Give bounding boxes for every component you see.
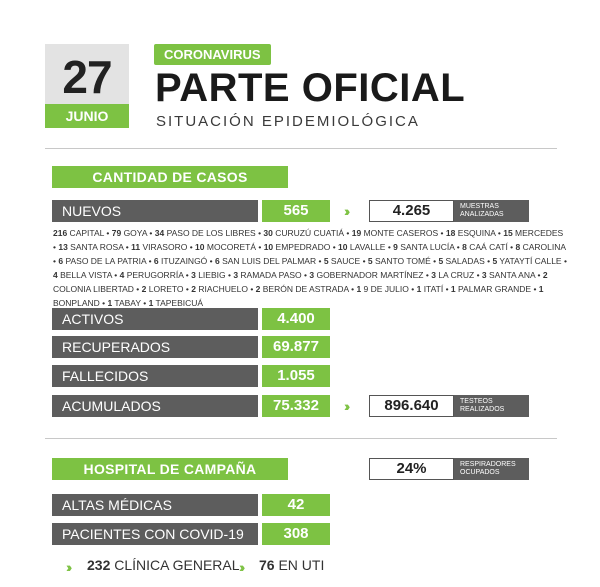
locality-name: CAPITAL [67,228,105,238]
testeos-caption-line2: REALIZADOS [460,406,505,413]
locality-name: ITATÍ [421,284,444,294]
locality-count: 3 [431,270,436,280]
locality-name: BONPLAND [53,298,100,308]
section-title-hospital: HOSPITAL DE CAMPAÑA [52,458,288,480]
locality-count: 1 [148,298,154,308]
locality-count: 15 [503,228,513,238]
locality-name: PASO DE LOS LIBRES [164,228,256,238]
locality-name: BELLA VISTA [57,270,112,280]
locality-item [309,270,423,280]
locality-count: 6 [215,256,220,266]
locality-item [107,298,140,308]
locality-count: 2 [255,284,261,294]
double-chevron-right-icon: ›› [344,398,348,414]
locality-count: 5 [438,256,444,266]
locality-item [338,242,385,252]
locality-name: TAPEBICUÁ [153,298,204,308]
locality-count: 6 [58,256,64,266]
locality-count: 5 [323,256,329,266]
locality-name: LAVALLE [347,242,386,252]
locality-count: 3 [309,270,315,280]
locality-count: 1 [538,284,544,294]
page-subtitle: SITUACIÓN EPIDEMIOLÓGICA [156,113,420,130]
locality-item [195,242,256,252]
activos-value: 4.400 [262,308,330,330]
pacientes-label: PACIENTES CON COVID-19 [52,523,258,545]
locality-item [462,242,508,252]
locality-count: 13 [58,242,68,252]
activos-label: ACTIVOS [52,308,258,330]
locality-name: CURUZÚ CUATIÁ [272,228,345,238]
acumulados-value: 75.332 [262,395,330,417]
double-chevron-right-icon: ›› [344,203,348,219]
respiradores-value: 24% [369,458,454,480]
locality-name: MERCEDES [512,228,564,238]
locality-count: 3 [233,270,239,280]
locality-name: MOCORETÁ [204,242,256,252]
locality-name: GOBERNADOR MARTÍNEZ [314,270,424,280]
date-month: JUNIO [45,104,129,128]
localities-list: 216 CAPITAL • 79 GOYA • 34 PASO DE LOS LIBRES • 30 CURUZÚ CUATIÁ • 19 MONTE CASEROS • 18 ESQUINA • 15 MERCEDES • 13 SANTA ROSA • 11 VIRASORO • 10 MOCORETÁ • 10 EMPEDRADO • 10 LAVALLE • 9 SANTA LUCÍA • 8 CAÁ CATÍ • 8 CAROLINA • 6 PASO DE LA PATRIA • 6 ITUZAINGÓ • 6 SAN LUIS DEL PALMAR • 5 SAUCE • 5 SANTO TOMÉ • 5 SALADAS • 5 YATAYTÍ CALLE • 4 BELLA VISTA • 4 PERUGORRÍA • 3 LIEBIG • 3 RAMADA PASO • 3 GOBERNADOR MARTÍNEZ • 3 LA CRUZ • 3 SANTA ANA • 2 COLONIA LIBERTAD • 2 LORETO • 2 RIACHUELO • 2 BERÓN DE ASTRADA • 1 9 DE JULIO • 1 ITATÍ • 1 PALMAR GRANDE • 1 BONPLAND • 1 TABAY • 1 TAPEBICUÁ [53,228,567,308]
locality-count: 8 [515,242,521,252]
muestras-caption-line2: ANALIZADAS [460,211,504,218]
locality-item [53,270,112,280]
locality-item [352,228,438,238]
locality-item [431,270,474,280]
locality-count: 79 [111,228,122,238]
locality-name: SANTO TOMÉ [372,256,431,266]
locality-item [191,270,226,280]
locality-item [438,256,484,266]
section-title-casos: CANTIDAD DE CASOS [52,166,288,188]
locality-name: PERUGORRÍA [124,270,184,280]
double-chevron-right-icon: ›› [66,559,70,575]
locality-name: 9 DE JULIO [361,284,409,294]
locality-item [233,270,301,280]
locality-count: 2 [141,284,147,294]
muestras-caption-line1: MUESTRAS [460,203,499,210]
locality-count: 1 [107,298,113,308]
testeos-caption [454,395,529,417]
locality-item [154,256,207,266]
locality-item [149,298,204,308]
locality-item [324,256,360,266]
locality-name: MONTE CASEROS [361,228,439,238]
muestras-caption [454,200,529,222]
locality-item [516,242,566,252]
locality-name: BERÓN DE ASTRADA [260,284,349,294]
locality-count: 8 [462,242,467,252]
locality-name: PALMAR GRANDE [455,284,532,294]
locality-name: LIEBIG [195,270,226,280]
locality-count: 4 [119,270,125,280]
respiradores-caption-line2: OCUPADOS [460,469,500,476]
nuevos-label: NUEVOS [52,200,258,222]
locality-count: 1 [356,284,362,294]
locality-item [120,270,184,280]
testeos-caption-line1: TESTEOS [460,398,493,405]
locality-count: 10 [338,242,348,252]
locality-item [492,256,561,266]
locality-count: 3 [481,270,487,280]
locality-item [503,228,563,238]
locality-count: 10 [195,242,205,252]
locality-count: 6 [153,256,159,266]
locality-name: SANTA ROSA [67,242,124,252]
locality-name: SANTA ANA [486,270,536,280]
locality-name: ITUZAINGÓ [158,256,208,266]
locality-name: ESQUINA [455,228,496,238]
locality-name: VIRASORO [140,242,188,252]
locality-count: 5 [492,256,498,266]
locality-count: 19 [351,228,362,238]
clinica-label: CLÍNICA GENERAL [114,557,240,573]
locality-count: 216 [53,228,68,238]
locality-item [356,284,408,294]
locality-name: YATAYTÍ CALLE [497,256,562,266]
locality-item [191,284,248,294]
locality-name: SAN LUIS DEL PALMAR [219,256,317,266]
respiradores-caption-line1: RESPIRADORES [460,461,516,468]
locality-item [58,242,123,252]
locality-name: LA CRUZ [435,270,475,280]
locality-count: 1 [450,284,456,294]
locality-name: GOYA [121,228,148,238]
divider [45,148,557,149]
muestras-value: 4.265 [369,200,454,222]
locality-name: LORETO [146,284,184,294]
locality-count: 9 [393,242,398,252]
locality-count: 30 [263,228,273,238]
locality-item [142,284,184,294]
pacientes-value: 308 [262,523,330,545]
locality-name: TABAY [112,298,141,308]
locality-item [393,242,454,252]
locality-item [368,256,431,266]
locality-item [112,228,147,238]
recuperados-label: RECUPERADOS [52,336,258,358]
locality-name: CAÁ CATÍ [466,242,508,252]
locality-item [58,256,146,266]
locality-item [215,256,316,266]
locality-name: RAMADA PASO [238,270,302,280]
locality-count: 34 [154,228,165,238]
clinica-general [87,557,243,575]
locality-count: 4 [53,270,58,280]
locality-count: 5 [367,256,373,266]
date-badge [45,44,129,128]
clinica-count: 232 [87,557,111,573]
fallecidos-value: 1.055 [262,365,330,387]
locality-count: 2 [191,284,196,294]
altas-value: 42 [262,494,330,516]
locality-count: 10 [263,242,274,252]
locality-item [53,228,104,238]
nuevos-value: 565 [262,200,330,222]
locality-item [446,228,496,238]
acumulados-label: ACUMULADOS [52,395,258,417]
uti-count: 76 [259,557,275,573]
locality-count: 2 [542,270,548,280]
date-day: 27 [62,51,112,103]
locality-item [264,242,331,252]
coronavirus-tag: CORONAVIRUS [154,44,271,65]
en-uti [259,557,324,573]
locality-count: 1 [416,284,422,294]
locality-name: CAROLINA [520,242,566,252]
recuperados-value: 69.877 [262,336,330,358]
locality-item [256,284,349,294]
locality-count: 18 [445,228,456,238]
locality-item [482,270,535,280]
locality-item [451,284,531,294]
locality-name: EMPEDRADO [273,242,331,252]
testeos-value: 896.640 [369,395,454,417]
locality-name: SANTA LUCÍA [397,242,455,252]
locality-item [155,228,256,238]
altas-label: ALTAS MÉDICAS [52,494,258,516]
divider [45,438,557,439]
locality-item [417,284,444,294]
locality-name: RIACHUELO [195,284,248,294]
double-chevron-right-icon: ›› [239,559,243,575]
locality-name: SALADAS [443,256,485,266]
respiradores-caption [454,458,529,480]
locality-count: 11 [131,242,141,252]
fallecidos-label: FALLECIDOS [52,365,258,387]
locality-name: SAUCE [328,256,361,266]
locality-item [263,228,344,238]
locality-name: COLONIA LIBERTAD [53,284,134,294]
locality-item [131,242,187,252]
page-title: PARTE OFICIAL [155,66,466,110]
locality-name: PASO DE LA PATRIA [63,256,147,266]
locality-count: 3 [191,270,196,280]
uti-label: EN UTI [278,557,325,573]
